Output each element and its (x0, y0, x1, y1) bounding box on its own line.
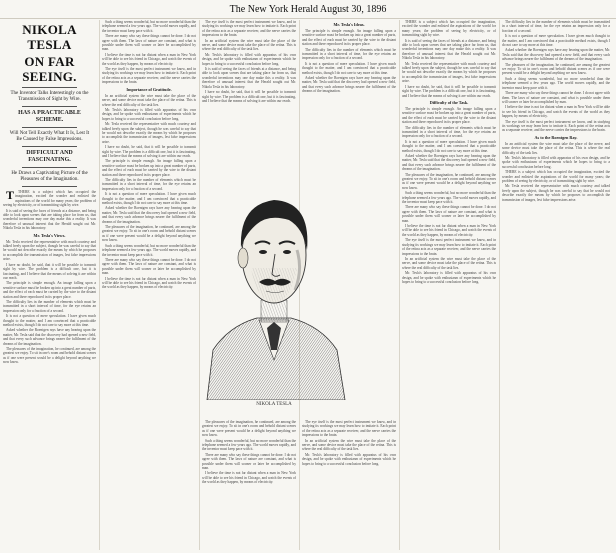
article-paragraph: Mr. Tesla's laboratory is filled with apparatus of his own design, and he spoke with enthusiasm of experiments which he hopes to bring to a successful conclusion before long. (102, 107, 196, 121)
column-4-lower (302, 420, 396, 550)
subhead-roentgen-ray: As to the Roentgen Ray. (534, 134, 578, 140)
divider (22, 87, 78, 88)
article-paragraph: There are many who say these things cannot be done. I do not agree with them. The laws of nature are constant, and what is possible under them will sooner or later be accomplished by man. (102, 34, 196, 52)
article-paragraph: Asked whether the Roentgen rays have any bearing upon the matter, Mr. Tesla said that the discovery had opened a new field, and that every such advance brings nearer the fulfilment of the dreams of the imagination. (402, 153, 496, 172)
article-paragraph: The principle is simple enough. An image falling upon a sensitive surface must be broken up into a great number of parts, and the effect of each must be carried by the wire to the distant station and there reproduced in its proper place. (102, 159, 196, 177)
deck-3: Will Not Tell Exactly What It Is, Lest It Be Caused by False Impressions. (9, 131, 90, 142)
article-paragraph: The eye itself is the most perfect instrument we know, and in studying its workings we may learn how to imitate it. Each point of the retina acts as a separate receiver, and the nerve carries the impressions to the brain. (402, 238, 496, 256)
article-paragraph: Such a thing seems wonderful, but no more wonderful than the telephone seemed a few years ago. The world moves rapidly, and the inventor must keep pace with it. (202, 438, 296, 452)
article-paragraph: The principle is simple enough. An image falling upon a sensitive surface must be broken up into a great number of parts, and the effect of each must be carried by the wire to the distant station and there reproduced in its proper place. (402, 106, 496, 125)
headline-line-2: ON FAR SEEING. (22, 54, 77, 84)
article-paragraph: There are many who say these things cannot be done. I do not agree with them. The laws of nature are constant, and what is possible under them will sooner or later be accomplished by man. (202, 452, 296, 471)
article-paragraph: In an artificial system the wire must take the place of the nerve, and some device must take the place of the retina. This is where the real difficulty of the task lies. (502, 141, 610, 155)
article-paragraph: THERE is a subject which has occupied the imagination, excited the wonder and enlisted the aspirations of the world for many years; the problem of seeing by electricity, or of transmitting sight by wire. (402, 20, 496, 38)
subhead-difficulty: Difficulty of the Task. (429, 99, 469, 105)
column-4 (302, 20, 396, 148)
tesla-portrait-image (199, 150, 349, 400)
article-paragraph: It is said of seeing the faces of friends at a distance, and being able to look upon scenes that are taking place far from us, that wonderful inventions may one day make this a reality. It was therefore of unusual interest that the Herald sought out Mr. Nikola Tesla in his laboratory. (202, 67, 296, 89)
article-paragraph: It is said of seeing the faces of friends at a distance, and being able to look upon scenes that are taking place far from us, that wonderful inventions may one day make this a reality. It was therefore of unusual interest that the Herald sought out Mr. Nikola Tesla in his laboratory. (3, 208, 96, 231)
article-paragraph: The eye itself is the most perfect instrument we know, and in studying its workings we may learn how to imitate it. Each point of the retina acts as a separate receiver, and the nerve carries the impressions to the brain. (302, 420, 396, 438)
masthead: The New York Herald August 30, 1896 (0, 0, 616, 19)
subhead-tesla-ideas: Mr. Tesla's Ideas. (333, 22, 365, 27)
article-paragraph: The pleasures of the imagination, he continued, are among the greatest we enjoy. To sit in one's room and behold distant scenes as if one were present would be a delight beyond anything we now know. (402, 172, 496, 190)
article-paragraph: The eye itself is the most perfect instrument we know, and in studying its workings we may learn how to imitate it. Each point of the retina acts as a separate receiver, and the nerve carries the impressions to the brain. (102, 67, 196, 85)
article-paragraph: In an artificial system the wire must take the place of the nerve, and some device must take the place of the retina. This is where the real difficulty of the task lies. (102, 93, 196, 107)
article-paragraph: It is not a question of mere speculation. I have given much thought to the matter, and I am convinced that a practicable method exists, though I do not care to say more at this time. (502, 34, 610, 48)
article-paragraph: In an artificial system the wire must take the place of the nerve, and some device must take the place of the retina. This is where the real difficulty of the task lies. (302, 438, 396, 452)
article-paragraph: Mr. Tesla received the representative with much courtesy and talked freely upon the subject, though he was careful to say that he would not describe exactly the means by which he proposes to accomplish the transmission of images, lest false impressions arise. (402, 61, 496, 84)
article-paragraph: It is not a question of mere speculation. I have given much thought to the matter, and I am convinced that a practicable method exists, though I do not care to say more at this time. (102, 192, 196, 206)
article-paragraph: I believe the time is not far distant when a man in New York will be able to see his friend in Chicago, and watch the events of the world as they happen, by means of electricity. (102, 52, 196, 66)
article-paragraph: I believe the time is not far distant when a man in New York will be able to see his friend in Chicago, and watch the events of the world as they happen, by means of electricity. (402, 224, 496, 237)
article-paragraph: Such a thing seems wonderful, but no more wonderful than the telephone seemed a few years ago. The world moves rapidly, and the inventor must keep pace with it. (102, 243, 196, 257)
deck-1: The Inventor Talks Interestingly on the Transmission of Sight by Wire. (10, 91, 89, 102)
article-paragraph: It is said of seeing the faces of friends at a distance, and being able to look upon scenes that are taking place far from us, that wonderful inventions may one day make this a reality. It was therefore of unusual interest that the Herald sought out Mr. Nikola Tesla in his laboratory. (402, 38, 496, 61)
divider (22, 106, 78, 107)
deck-5: He Draws a Captivating Picture of the Pleasures of the Imagination. (11, 171, 88, 182)
article-paragraph: In an artificial system the wire must take the place of the nerve, and some device must take the place of the retina. This is where the real difficulty of the task lies. (202, 38, 296, 52)
deck-2: HAS A PRACTICABLE SCHEME. (18, 110, 81, 123)
article-paragraph: I believe the time is not far distant when a man in New York will be able to see his friend in Chicago, and watch the events of the world as they happen, by means of electricity. (202, 471, 296, 485)
article-paragraph: Mr. Tesla's laboratory is filled with apparatus of his own design, and he spoke with enthusiasm of experiments which he hopes to bring to a successful conclusion before long. (202, 52, 296, 66)
article-paragraph: There are many who say these things cannot be done. I do not agree with them. The laws of nature are constant, and what is possible under them will sooner or later be accomplished by man. (402, 205, 496, 223)
article-paragraph: There are many who say these things cannot be done. I do not agree with them. The laws of nature are constant, and what is possible under them will sooner or later be accomplished by man. (102, 257, 196, 276)
article-paragraph: The difficulty lies in the number of elements which must be transmitted in a short interval of time, for the eye retains an impression only for a fraction of a second. (502, 20, 610, 33)
column-rule (499, 20, 500, 550)
article-paragraph: Asked whether the Roentgen rays have any bearing upon the matter, Mr. Tesla said that the discovery had opened a new field, and that every such advance brings nearer the fulfilment of the dreams of the imagination. (302, 76, 396, 94)
article-paragraph: Such a thing seems wonderful, but no more wonderful than the telephone seemed a few years ago. The world moves rapidly, and the inventor must keep pace with it. (502, 76, 610, 90)
column-rule (99, 20, 100, 550)
article-paragraph: The difficulty lies in the number of elements which must be transmitted in a short interval of time, for the eye retains an impression only for a fraction of a second. (402, 125, 496, 139)
column-5 (402, 20, 496, 550)
subhead-tesla-views: Mr. Tesla's Views. (33, 232, 66, 238)
article-paragraph: Asked whether the Roentgen rays have any bearing upon the matter, Mr. Tesla said that the discovery had opened a new field, and that every such advance brings nearer the fulfilment of the dreams of the imagination. (3, 328, 96, 346)
article-paragraph: Mr. Tesla received the representative with much courtesy and talked freely upon the subject, though he was careful to say that he would not describe exactly the means by which he proposes to accomplish the transmission of images, lest false impressions arise. (3, 239, 96, 262)
article-paragraph: The difficulty lies in the number of elements which must be transmitted in a short interval of time, for the eye retains an impression only for a fraction of a second. (3, 299, 96, 313)
divider (22, 146, 78, 147)
divider (22, 167, 78, 168)
column-1 (3, 20, 96, 550)
article-paragraph: It is not a question of mere speculation. I have given much thought to the matter, and I am convinced that a practicable method exists, though I do not care to say more at this time. (3, 314, 96, 327)
article-paragraph: Mr. Tesla received the representative with much courtesy and talked freely upon the subject, though he was careful to say that he would not describe exactly the means by which he proposes to accomplish the transmission of images, lest false impressions arise. (502, 184, 610, 202)
article-paragraph: Asked whether the Roentgen rays have any bearing upon the matter, Mr. Tesla said that the discovery had opened a new field, and that every such advance brings nearer the fulfilment of the dreams of the imagination. (102, 206, 196, 224)
portrait-illustration (199, 150, 349, 412)
headline-line-1: NIKOLA TESLA (22, 22, 77, 52)
article-paragraph: In an artificial system the wire must take the place of the nerve, and some device must take the place of the retina. This is where the real difficulty of the task lies. (402, 256, 496, 270)
article-paragraph: The difficulty lies in the number of elements which must be transmitted in a short interval of time, for the eye retains an impression only for a fraction of a second. (102, 178, 196, 191)
article-paragraph: Such a thing seems wonderful, but no more wonderful than the telephone seemed a few years ago. The world moves rapidly, and the inventor must keep pace with it. (402, 191, 496, 205)
article-paragraph: There are many who say these things cannot be done. I do not agree with them. The laws of nature are constant, and what is possible under them will sooner or later be accomplished by man. (502, 91, 610, 104)
article-paragraph: I have no doubt, he said, that it will be possible to transmit sight by wire. The problem is a difficult one, but it is fascinating, and I believe that the means of solving it are within our reach. (3, 262, 96, 280)
article-paragraph: Mr. Tesla's laboratory is filled with apparatus of his own design, and he spoke with enthusiasm of experiments which he hopes to bring to a successful conclusion before long. (502, 155, 610, 169)
article-paragraph: THERE is a subject which has occupied the imagination, excited the wonder and enlisted the aspirations of the world for many years; the problem of seeing by electricity, or of transmitting sight by wire. (502, 170, 610, 183)
drop-cap: T (6, 188, 15, 202)
article-paragraph: I believe the time is not far distant when a man in New York will be able to see his friend in Chicago, and watch the events of the world as they happen, by means of electricity. (502, 105, 610, 119)
article-paragraph: The pleasures of the imagination, he continued, are among the greatest we enjoy. To sit in one's room and behold distant scenes as if one were present would be a delight beyond anything we now know. (202, 420, 296, 438)
divider (22, 186, 78, 187)
article-paragraph: The pleasures of the imagination, he continued, are among the greatest we enjoy. To sit in one's room and behold distant scenes as if one were present would be a delight beyond anything we now know. (3, 347, 96, 365)
article-paragraph: T THERE is a subject which has occupied the imagination, excited the wonder and enlisted the aspirations of the world for many years; the problem of seeing by electricity, or of transmitting sight by wire. (3, 188, 96, 208)
column-6 (502, 20, 610, 550)
article-paragraph: I have no doubt, he said, that it will be possible to transmit sight by wire. The problem is a difficult one, but it is fascinating, and I believe that the means of solving it are within our reach. (402, 84, 496, 98)
article-paragraph: Mr. Tesla's laboratory is filled with apparatus of his own design, and he spoke with enthusiasm of experiments which he hopes to bring to a successful conclusion before long. (302, 452, 396, 466)
column-3-lower (202, 420, 296, 550)
article-paragraph: The pleasures of the imagination, he continued, are among the greatest we enjoy. To sit in one's room and behold distant scenes as if one were present would be a delight beyond anything we now know. (502, 62, 610, 76)
article-paragraph: Such a thing seems wonderful, but no more wonderful than the telephone seemed a few years ago. The world moves rapidly, and the inventor must keep pace with it. (102, 20, 196, 33)
article-paragraph: It is not a question of mere speculation. I have given much thought to the matter, and I am convinced that a practicable method exists, though I do not care to say more at this time. (402, 139, 496, 153)
column-2 (102, 20, 196, 550)
article-paragraph: Mr. Tesla's laboratory is filled with apparatus of his own design, and he spoke with enthusiasm of experiments which he hopes to bring to a successful conclusion before long. (402, 271, 496, 284)
article-paragraph: The pleasures of the imagination, he continued, are among the greatest we enjoy. To sit in one's room and behold distant scenes as if one were present would be a delight beyond anything we now know. (102, 225, 196, 243)
article-paragraph: The difficulty lies in the number of elements which must be transmitted in a short interval of time, for the eye retains an impression only for a fraction of a second. (302, 47, 396, 61)
article-paragraph: The principle is simple enough. An image falling upon a sensitive surface must be broken up into a great number of parts, and the effect of each must be carried by the wire to the distant station and there reproduced in its proper place. (302, 29, 396, 47)
article-paragraph: It is not a question of mere speculation. I have given much thought to the matter, and I am convinced that a practicable method exists, though I do not care to say more at this time. (302, 61, 396, 75)
deck-4: DIFFICULT AND FASCINATING. (26, 150, 73, 163)
article-paragraph: The eye itself is the most perfect instrument we know, and in studying its workings we may learn how to imitate it. Each point of the retina acts as a separate receiver, and the nerve carries the impressions to the brain. (202, 20, 296, 38)
column-3 (202, 20, 296, 148)
article-paragraph: I have no doubt, he said, that it will be possible to transmit sight by wire. The problem is a difficult one, but it is fascinating, and I believe that the means of solving it are within our reach. (202, 90, 296, 103)
column-rule (399, 20, 400, 550)
article-paragraph: I have no doubt, he said, that it will be possible to transmit sight by wire. The problem is a difficult one, but it is fascinating, and I believe that the means of solving it are within our reach. (102, 145, 196, 158)
portrait-caption: NIKOLA TESLA (256, 402, 292, 407)
article-paragraph: The principle is simple enough. An image falling upon a sensitive surface must be broken up into a great number of parts, and the effect of each must be carried by the wire to the distant station and there reproduced in its proper place. (3, 281, 96, 299)
article-paragraph: I believe the time is not far distant when a man in New York will be able to see his friend in Chicago, and watch the events of the world as they happen, by means of electricity. (102, 276, 196, 290)
article-paragraph: Mr. Tesla received the representative with much courtesy and talked freely upon the subject, though he was careful to say that he would not describe exactly the means by which he proposes to accomplish the transmission of images, lest false impressions arise. (102, 122, 196, 144)
newspaper-page (3, 20, 613, 550)
divider (22, 127, 78, 128)
article-paragraph: Asked whether the Roentgen rays have any bearing upon the matter, Mr. Tesla said that the discovery had opened a new field, and that every such advance brings nearer the fulfilment of the dreams of the imagination. (502, 48, 610, 62)
article-paragraph: The eye itself is the most perfect instrument we know, and in studying its workings we may learn how to imitate it. Each point of the retina acts as a separate receiver, and the nerve carries the impressions to the brain. (502, 119, 610, 133)
subhead-gratitude: Importance of Gratitude. (126, 86, 172, 92)
